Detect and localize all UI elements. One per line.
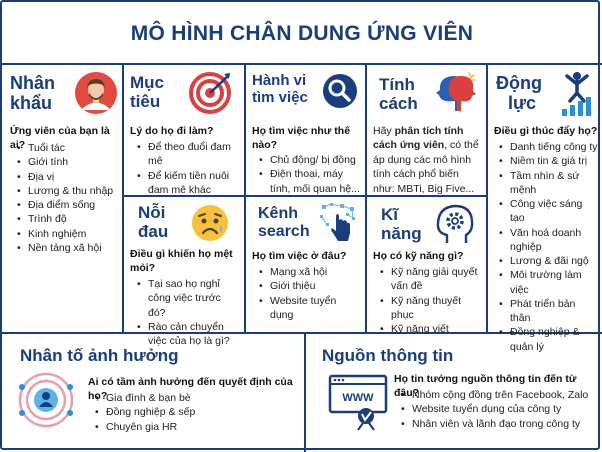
demographics-item: • Trình độ xyxy=(16,212,120,226)
goals-question: Lý do họ đi làm? xyxy=(130,125,214,137)
skills-cell xyxy=(367,197,486,336)
motivation-item: • Danh tiếng công ty xyxy=(498,140,598,154)
demographics-cell xyxy=(2,65,122,332)
heads-icon xyxy=(431,71,479,115)
demographics-item: • Địa điểm sống xyxy=(16,198,120,212)
personality-title: Tính cách xyxy=(379,75,418,114)
channels-question: Họ tìm việc ở đâu? xyxy=(252,250,347,262)
search-behavior-item: • Điện thoại, máy tính, mối quan hệ... xyxy=(258,167,364,196)
sources-question: Họ tin tưởng nguồn thông tin đến từ đâu? xyxy=(394,373,577,399)
pain-points-question: Điều gì khiến họ mệt mỏi? xyxy=(130,248,233,274)
demographics-item: • Giới tính xyxy=(16,155,120,169)
motivation-cell xyxy=(488,65,602,353)
sources-title: Nguồn thông tin xyxy=(322,346,454,365)
demographics-item: • Nền tảng xã hội xyxy=(16,241,120,255)
skills-title: Kĩ năng xyxy=(381,205,422,244)
search-behavior-question: Họ tìm việc như thế nào? xyxy=(252,125,351,151)
sources-item: • Nhóm cộng đồng trên Facebook, Zalo xyxy=(400,388,598,402)
touch-network-icon xyxy=(318,201,360,245)
person-avatar-icon xyxy=(74,71,118,115)
influence-list xyxy=(94,391,294,434)
page-title: MÔ HÌNH CHÂN DUNG ỨNG VIÊN xyxy=(130,22,474,45)
demographics-list xyxy=(16,141,120,255)
goals-cell xyxy=(124,65,244,195)
search-behavior-list xyxy=(258,153,364,196)
pain-points-cell xyxy=(124,197,244,348)
demographics-item: • Địa vị xyxy=(16,170,120,184)
pain-points-item: • Tại sao họ nghỉ công việc trước đó? xyxy=(136,277,240,320)
demographics-item: • Tuổi tác xyxy=(16,141,120,155)
motivation-question: Điều gì thúc đẩy họ? xyxy=(494,125,598,137)
motivation-title: Động lực xyxy=(496,73,542,114)
motivation-item: • Môi trường làm việc xyxy=(498,268,598,297)
demographics-title: Nhân khẩu xyxy=(10,73,55,114)
motivation-item: • Văn hoá doanh nghiệp xyxy=(498,226,598,255)
pain-points-title: Nỗi đau xyxy=(138,203,169,242)
goals-item: • Để theo đuổi đam mê xyxy=(136,140,240,169)
search-behavior-item: • Chủ động/ bị động xyxy=(258,153,364,167)
channels-title: Kênh search xyxy=(258,205,310,240)
influence-item: • Gia đình & bạn bè xyxy=(94,391,294,405)
sources-cell xyxy=(306,334,602,452)
pain-points-item: • Rào cản chuyển việc của họ là gì? xyxy=(136,320,240,349)
skills-item: • Kỹ năng viết xyxy=(379,322,483,336)
motivation-item: • Tầm nhìn & sứ mệnh xyxy=(498,169,598,198)
motivation-item: • Lương & đãi ngộ xyxy=(498,254,598,268)
motivation-item: • Công việc sáng tạo xyxy=(498,197,598,226)
goals-list xyxy=(136,140,240,197)
motivation-item: • Phát triển bản thân xyxy=(498,297,598,326)
influence-item: • Đồng nghiệp & sếp xyxy=(94,405,294,419)
goals-title: Mục tiêu xyxy=(130,73,164,112)
demographics-question: Ứng viên của bạn là ai? xyxy=(10,125,110,151)
influencer-icon xyxy=(18,372,74,428)
gear-head-icon xyxy=(433,201,477,245)
motivation-item: • Đồng nghiệp & quản lý xyxy=(498,325,598,354)
channels-cell xyxy=(246,197,365,332)
influence-cell xyxy=(2,334,304,452)
svg-text:WWW: WWW xyxy=(342,392,374,404)
skills-item: • Kỹ năng giải quyết vấn đề xyxy=(379,265,483,294)
demographics-item: • Lương & thu nhập xyxy=(16,184,120,198)
demographics-item: • Kinh nghiệm xyxy=(16,227,120,241)
search-behavior-cell xyxy=(246,65,365,195)
channels-item: • Mạng xã hội xyxy=(258,265,362,279)
growth-chart-icon xyxy=(558,71,596,117)
influence-title: Nhân tố ảnh hưởng xyxy=(20,346,179,365)
channels-item: • Website tuyển dụng xyxy=(258,294,362,323)
sources-item: • Website tuyển dụng của công ty xyxy=(400,402,598,416)
skills-question: Họ có kỹ năng gì? xyxy=(373,250,464,262)
motivation-list xyxy=(498,140,598,354)
target-icon xyxy=(188,71,232,115)
search-behavior-title: Hành vi tìm việc xyxy=(252,72,308,106)
influence-item: • Chuyên gia HR xyxy=(94,420,294,434)
sources-list xyxy=(400,388,598,431)
channels-item: • Giới thiệu xyxy=(258,279,362,293)
www-browser-icon xyxy=(328,374,388,432)
search-icon xyxy=(322,73,358,109)
worried-face-icon xyxy=(190,203,230,243)
motivation-item: • Niềm tin & giá trị xyxy=(498,154,598,168)
sources-item: • Nhân viên và lãnh đạo trong công ty xyxy=(400,417,598,431)
personality-cell xyxy=(367,65,486,195)
goals-item: • Để kiếm tiền nuôi đam mê khác xyxy=(136,169,240,198)
personality-text: Hãy phân tích tính cách ứng viên, có thể áp dụng các mô hình tính cách phổ biến như: MBTi, Big Five... xyxy=(373,125,479,195)
skills-list xyxy=(379,265,483,336)
influence-question: Ai có tầm ảnh hưởng đến quyết định của họ? xyxy=(88,376,293,402)
channels-list xyxy=(258,265,362,322)
skills-item: • Kỹ năng thuyết phục xyxy=(379,294,483,323)
